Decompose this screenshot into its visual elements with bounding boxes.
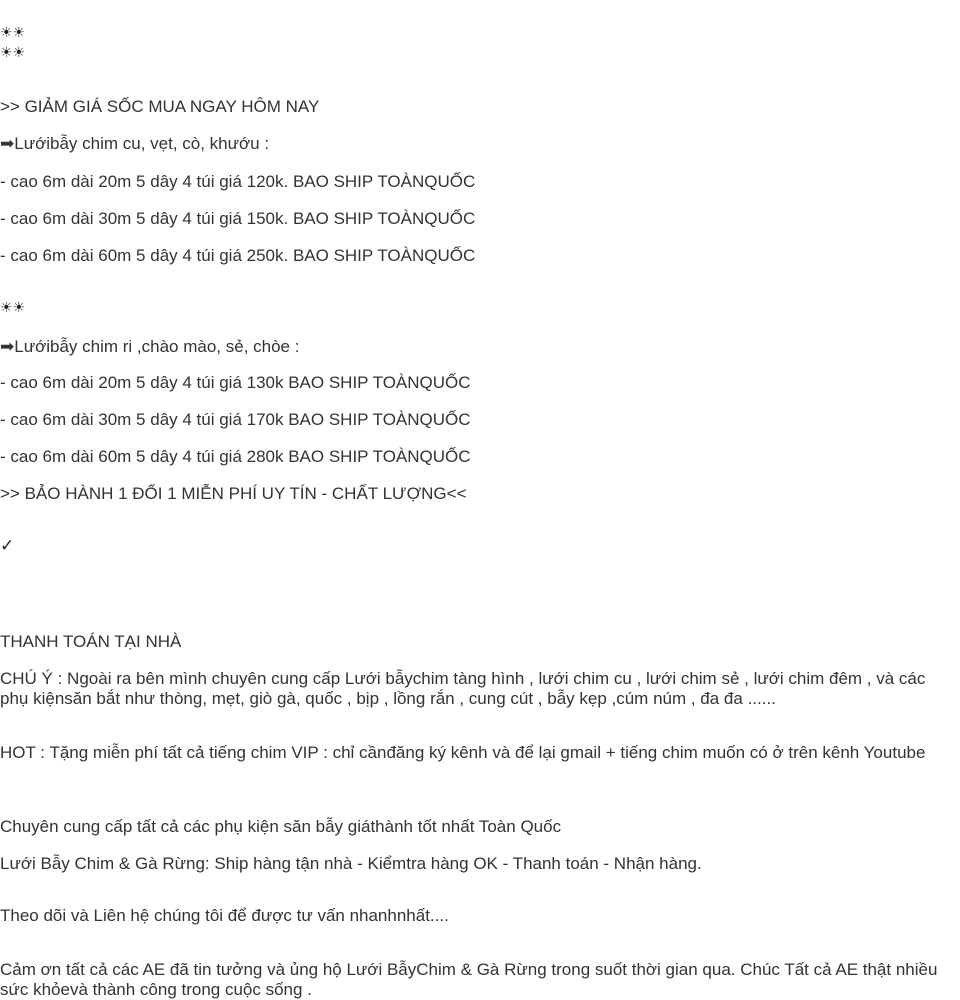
hot-paragraph: HOT : Tặng miễn phí tất cả tiếng chim VIP : chỉ cầnđăng ký kênh và để lại gmail + tiếng chim muốn có ở trên kênh Youtube (0, 743, 926, 762)
sparkle-icon: ☀☀ (0, 25, 26, 41)
note-paragraph: CHÚ Ý : Ngoài ra bên mình chuyên cung cấp Lưới bẫychim tàng hình , lưới chim cu , lưới chim sẻ , lưới chim đêm , và các phụ kiệnsăn bắt như thòng, mẹt, giò gà, quốc , bịp , lồng rắn , cung cút , bẫy kẹp ,cúm núm , đa đa ...... (0, 669, 926, 708)
supply-paragraph: Chuyên cung cấp tất cả các phụ kiện săn bẫy giáthành tốt nhất Toàn Quốc (0, 817, 562, 836)
price-item: - cao 6m dài 60m 5 dây 4 túi giá 250k. BAO SHIP TOÀNQUỐC (0, 246, 476, 265)
price-item: - cao 6m dài 30m 5 dây 4 túi giá 150k. BAO SHIP TOÀNQUỐC (0, 209, 476, 228)
price-item: - cao 6m dài 20m 5 dây 4 túi giá 130k BAO SHIP TOÀNQUỐC (0, 373, 471, 392)
section1-title: ➡Lướibẫy chim cu, vẹt, cò, khướu : (0, 134, 270, 153)
payment-text: THANH TOÁN TẠI NHÀ (0, 632, 182, 651)
warranty-text: >> BẢO HÀNH 1 ĐỔI 1 MIỄN PHÍ UY TÍN - CHẤT LƯỢNG<< (0, 484, 467, 503)
sparkle-icon: ☀☀ (0, 45, 26, 61)
checkmark-icon: ✓ (0, 536, 15, 556)
price-item: - cao 6m dài 60m 5 dây 4 túi giá 280k BAO SHIP TOÀNQUỐC (0, 447, 471, 466)
price-item: - cao 6m dài 20m 5 dây 4 túi giá 120k. BAO SHIP TOÀNQUỐC (0, 172, 476, 191)
shipping-paragraph: Lưới Bẫy Chim & Gà Rừng: Ship hàng tận nhà - Kiểmtra hàng OK - Thanh toán - Nhận hàng. (0, 854, 702, 873)
promo-heading: >> GIẢM GIÁ SỐC MUA NGAY HÔM NAY (0, 97, 320, 116)
follow-paragraph: Theo dõi và Liên hệ chúng tôi để được tư vấn nhanhnhất.... (0, 906, 449, 925)
thanks-paragraph: Cảm ơn tất cả các AE đã tin tưởng và ủng hộ Lưới BẫyChim & Gà Rừng trong suốt thời gian qua. Chúc Tất cả AE thật nhiều sức khỏevà thành công trong cuộc sống . (0, 960, 938, 999)
sparkle-icon: ☀☀ (0, 300, 26, 316)
section2-title: ➡Lướibẫy chim ri ,chào mào, sẻ, chòe : (0, 337, 300, 356)
price-item: - cao 6m dài 30m 5 dây 4 túi giá 170k BAO SHIP TOÀNQUỐC (0, 410, 471, 429)
